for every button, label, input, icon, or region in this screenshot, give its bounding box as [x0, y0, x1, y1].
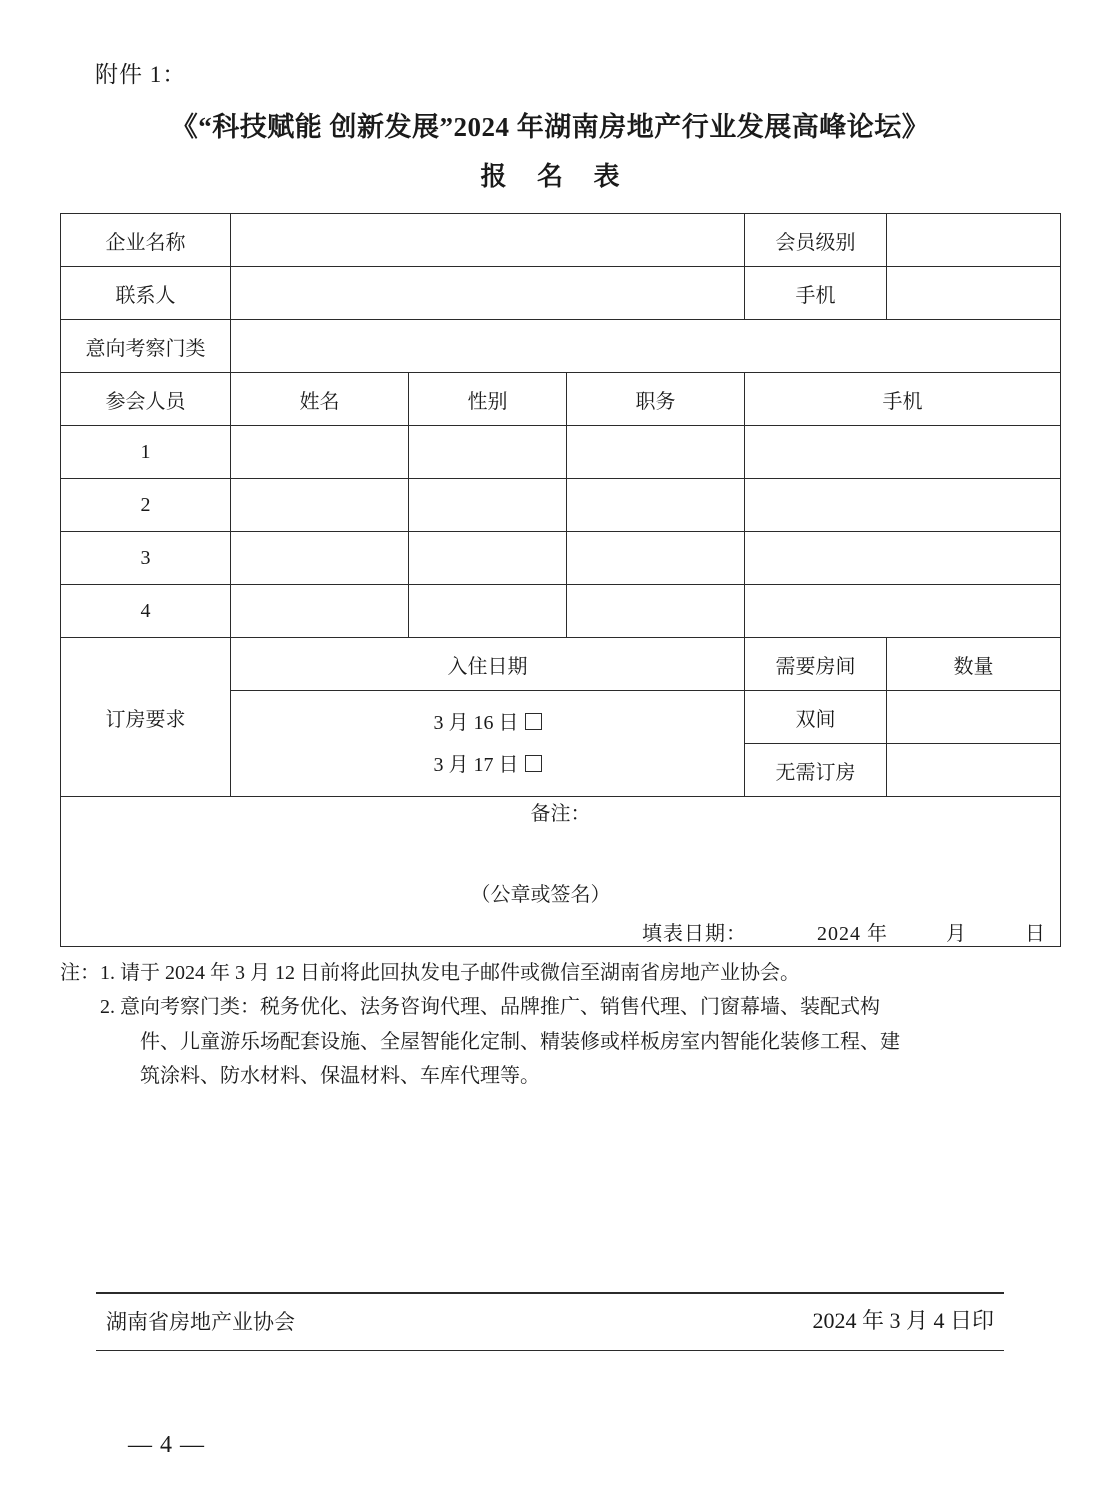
contact-field[interactable] — [231, 267, 745, 320]
quantity-label: 数量 — [887, 638, 1061, 691]
attendee-gender-field[interactable] — [409, 426, 567, 479]
member-level-field[interactable] — [887, 214, 1061, 267]
note-item-2-line3: 筑涂料、防水材料、保温材料、车库代理等。 — [140, 1065, 540, 1088]
document-subtitle: 报 名 表 — [480, 162, 632, 191]
attendee-column-name: 姓名 — [231, 373, 409, 426]
fill-date-year: 2024 年 — [817, 923, 889, 945]
room-type-none-label: 无需订房 — [745, 744, 887, 797]
company-name-label: 企业名称 — [61, 214, 231, 267]
note-item-1 — [60, 957, 1060, 989]
registration-form-table — [60, 213, 1061, 947]
attendee-name-field[interactable] — [231, 479, 409, 532]
attendee-phone-field[interactable] — [745, 532, 1061, 585]
attendee-position-field[interactable] — [567, 426, 745, 479]
table-row — [61, 797, 1061, 947]
fill-date-label: 填表日期： — [642, 923, 748, 945]
attendee-column-position: 职务 — [567, 373, 745, 426]
mobile-label: 手机 — [745, 267, 887, 320]
notes-block — [60, 957, 1060, 1093]
table-row — [61, 426, 1061, 479]
table-row — [61, 267, 1061, 320]
note-item-2-line1: 2. 意向考察门类：税务优化、法务咨询代理、品牌推广、销售代理、门窗幕墙、装配式构 — [100, 996, 880, 1019]
attendee-column-phone: 手机 — [745, 373, 1061, 426]
room-type-double-qty-field[interactable] — [887, 691, 1061, 744]
room-type-none-qty-field[interactable] — [887, 744, 1061, 797]
checkbox-icon[interactable] — [525, 755, 542, 772]
table-row — [61, 638, 1061, 691]
attendee-phone-field[interactable] — [745, 479, 1061, 532]
attendee-gender-field[interactable] — [409, 479, 567, 532]
need-room-label: 需要房间 — [745, 638, 887, 691]
mobile-field[interactable] — [887, 267, 1061, 320]
attendee-position-field[interactable] — [567, 585, 745, 638]
footer-print-date: 2024 年 3 月 4 日印 — [812, 1308, 994, 1333]
attendee-position-field[interactable] — [567, 532, 745, 585]
checkin-date-options — [231, 691, 745, 797]
booking-label: 订房要求 — [61, 638, 231, 797]
attachment-label: 附件 1： — [95, 62, 187, 87]
attendee-position-field[interactable] — [567, 479, 745, 532]
page-number: — 4 — — [128, 1432, 205, 1458]
attendees-label: 参会人员 — [61, 373, 231, 426]
note-item-2-line2: 件、儿童游乐场配套设施、全屋智能化定制、精装修或样板房室内智能化装修工程、建 — [140, 1030, 900, 1053]
intent-category-label: 意向考察门类 — [61, 320, 231, 373]
table-row — [61, 373, 1061, 426]
footer-organization: 湖南省房地产业协会 — [106, 1310, 295, 1334]
attendee-phone-field[interactable] — [745, 585, 1061, 638]
room-type-double-label: 双间 — [745, 691, 887, 744]
table-row — [61, 585, 1061, 638]
table-row — [61, 214, 1061, 267]
attendee-gender-field[interactable] — [409, 585, 567, 638]
checkin-option-16[interactable] — [231, 702, 744, 744]
attendee-name-field[interactable] — [231, 426, 409, 479]
checkin-date-label: 入住日期 — [231, 638, 745, 691]
fill-date-month: 月 — [946, 923, 968, 945]
checkin-option-16-label: 3 月 16 日 — [433, 711, 519, 734]
seal-text: （公章或签名） — [470, 884, 611, 906]
remark-cell[interactable] — [61, 797, 1061, 947]
page-footer — [96, 1292, 1004, 1351]
checkbox-icon[interactable] — [525, 713, 542, 730]
attendee-name-field[interactable] — [231, 532, 409, 585]
footer-divider-top — [96, 1292, 1004, 1294]
table-row — [61, 479, 1061, 532]
fill-date-line — [61, 917, 1060, 946]
intent-category-field[interactable] — [231, 320, 1061, 373]
document-title: 《“科技赋能 创新发展”2024 年湖南房地产行业发展高峰论坛》 — [170, 112, 930, 142]
contact-label: 联系人 — [61, 267, 231, 320]
attendee-name-field[interactable] — [231, 585, 409, 638]
attendee-row-number: 4 — [61, 585, 231, 638]
checkin-option-17-label: 3 月 17 日 — [433, 753, 519, 776]
table-row — [61, 320, 1061, 373]
attendee-gender-field[interactable] — [409, 532, 567, 585]
note-item-1-text: 1. 请于 2024 年 3 月 12 日前将此回执发电子邮件或微信至湖南省房地产业协会。 — [100, 962, 800, 984]
notes-prefix: 注： — [60, 962, 100, 984]
attendee-column-gender: 性别 — [409, 373, 567, 426]
attendee-row-number: 3 — [61, 532, 231, 585]
fill-date-day: 日 — [1025, 923, 1047, 945]
company-name-field[interactable] — [231, 214, 745, 267]
member-level-label: 会员级别 — [745, 214, 887, 267]
attendee-phone-field[interactable] — [745, 426, 1061, 479]
table-row — [61, 532, 1061, 585]
footer-divider-bottom — [96, 1350, 1004, 1351]
attendee-row-number: 2 — [61, 479, 231, 532]
attendee-row-number: 1 — [61, 426, 231, 479]
checkin-option-17[interactable] — [231, 744, 744, 786]
remark-label: 备注： — [530, 803, 591, 825]
